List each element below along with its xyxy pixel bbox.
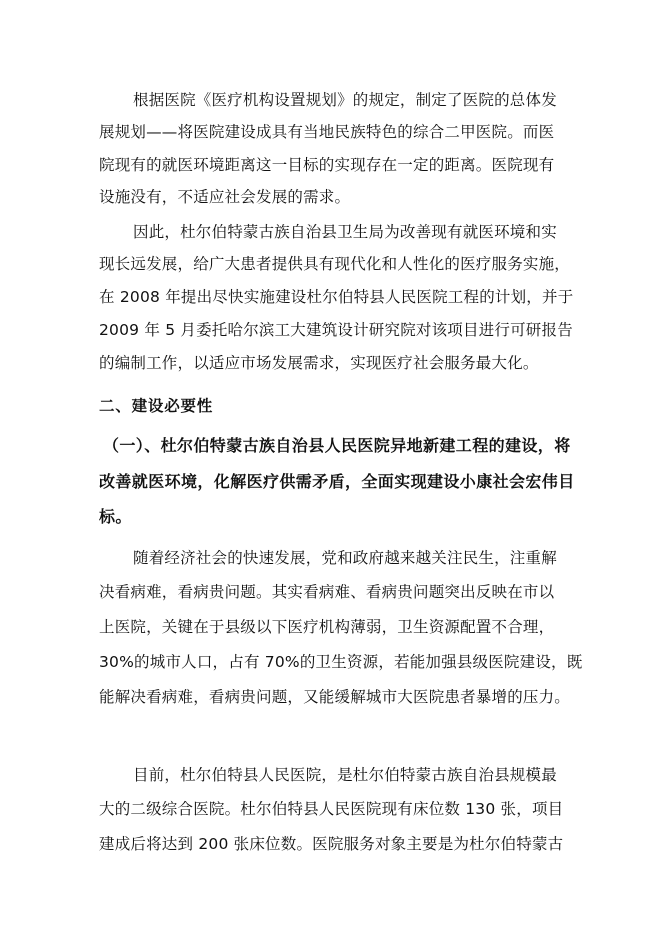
paragraph-line: 决看病难，看病贵问题。其实看病难、看病贵问题突出反映在市以 (99, 583, 555, 601)
paragraph-line: 随着经济社会的快速发展，党和政府越来越关注民生，注重解 (133, 549, 557, 567)
paragraph-line: 30%的城市人口，占有 70%的卫生资源，若能加强县级医院建设，既 (99, 653, 583, 671)
paragraph-line: 设施没有，不适应社会发展的需求。 (99, 188, 351, 206)
paragraph-line: 现长远发展，给广大患者提供具有现代化和人性化的医疗服务实施， (99, 255, 571, 273)
paragraph-line: 建成后将达到 200 张床位数。医院服务对象主要是为杜尔伯特蒙古 (99, 835, 564, 853)
subheading-line: （一）、杜尔伯特蒙古族自治县人民医院异地新建工程的建设，将 (103, 436, 571, 455)
paragraph-line: 因此，杜尔伯特蒙古族自治县卫生局为改善现有就医环境和实 (133, 223, 557, 241)
section-heading: 二、建设必要性 (99, 397, 214, 415)
paragraph-line: 大的二级综合医院。杜尔伯特县人民医院现有床位数 130 张，项目 (99, 800, 564, 818)
paragraph-line: 根据医院《医疗机构设置规划》的规定，制定了医院的总体发 (133, 91, 557, 109)
paragraph-line: 目前，杜尔伯特县人民医院，是杜尔伯特蒙古族自治县规模最 (133, 766, 557, 784)
subheading-line: 改善就医环境，化解医疗供需矛盾，全面实现建设小康社会宏伟目 (99, 472, 575, 491)
paragraph-line: 能解决看病难，看病贵问题，又能缓解城市大医院患者暴增的压力。 (99, 688, 571, 706)
paragraph-line: 院现有的就医环境距离这一目标的实现存在一定的距离。医院现有 (99, 156, 555, 174)
paragraph-line: 展规划——将医院建设成具有当地民族特色的综合二甲医院。而医 (99, 123, 555, 141)
paragraph-line: 在 2008 年提出尽快实施建设杜尔伯特县人民医院工程的计划，并于 (99, 288, 574, 306)
subheading-line: 标。 (99, 507, 132, 526)
paragraph-line: 的编制工作，以适应市场发展需求，实现医疗社会服务最大化。 (99, 354, 539, 372)
paragraph-line: 上医院，关键在于县级以下医疗机构薄弱，卫生资源配置不合理， (99, 618, 555, 636)
paragraph-line: 2009 年 5 月委托哈尔滨工大建筑设计研究院对该项目进行可研报告 (99, 321, 573, 339)
